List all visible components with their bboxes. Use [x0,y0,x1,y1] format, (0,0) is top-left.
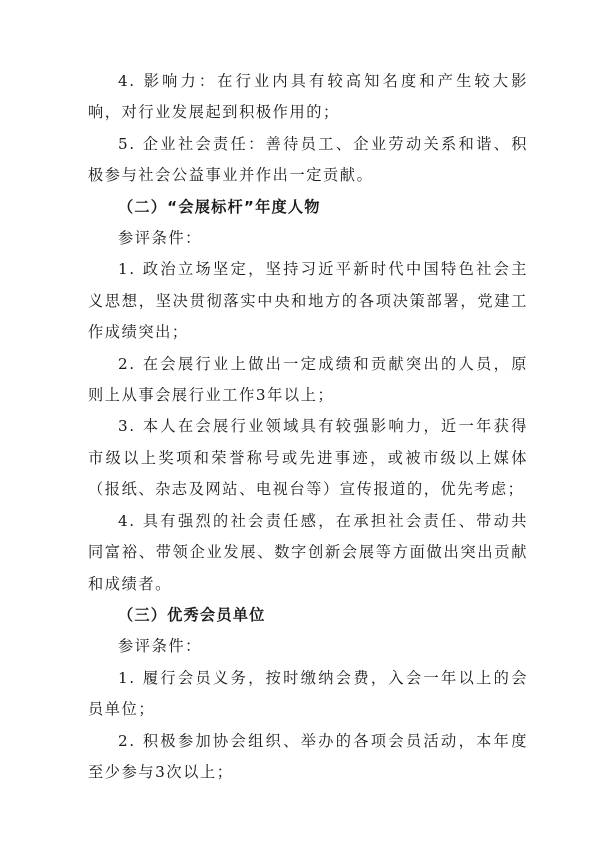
item-member-activities: 2. 积极参加协会组织、举办的各项会员活动，本年度至少参与3次以上； [88,731,528,781]
item-social-responsibility-person: 4. 具有强烈的社会责任感，在承担社会责任、带动共同富裕、带领企业发展、数字创新会展等方面做出突出贡献和成绩者。 [88,511,528,593]
section-heading-benchmark-person: （二）“会展标杆”年度人物 [118,197,321,216]
document-page [88,66,528,788]
item-political-stance: 1. 政治立场坚定，坚持习近平新时代中国特色社会主义思想，坚决贯彻落实中央和地方的各项决策部署，党建工作成绩突出； [88,260,528,342]
item-social-responsibility: 5. 企业社会责任：善待员工、企业劳动关系和谐、积极参与社会公益事业并作出一定贡献。 [88,134,528,185]
section-heading-excellent-member: （三）优秀会员单位 [118,605,266,624]
criteria-label: 参评条件： [118,637,202,656]
item-industry-achievement: 2. 在会展行业上做出一定成绩和贡献突出的人员，原则上从事会展行业工作3年以上； [88,354,528,405]
item-influence: 4. 影响力：在行业内具有较高知名度和产生较大影响，对行业发展起到积极作用的； [88,72,528,122]
item-member-obligation: 1. 履行会员义务，按时缴纳会费，入会一年以上的会员单位； [88,668,528,719]
item-personal-influence: 3. 本人在会展行业领域具有较强影响力，近一年获得市级以上奖项和荣誉称号或先进事迹，或被市级以上媒体（报纸、杂志及网站、电视台等）宣传报道的，优先考虑； [88,417,528,499]
criteria-label: 参评条件： [118,229,202,248]
